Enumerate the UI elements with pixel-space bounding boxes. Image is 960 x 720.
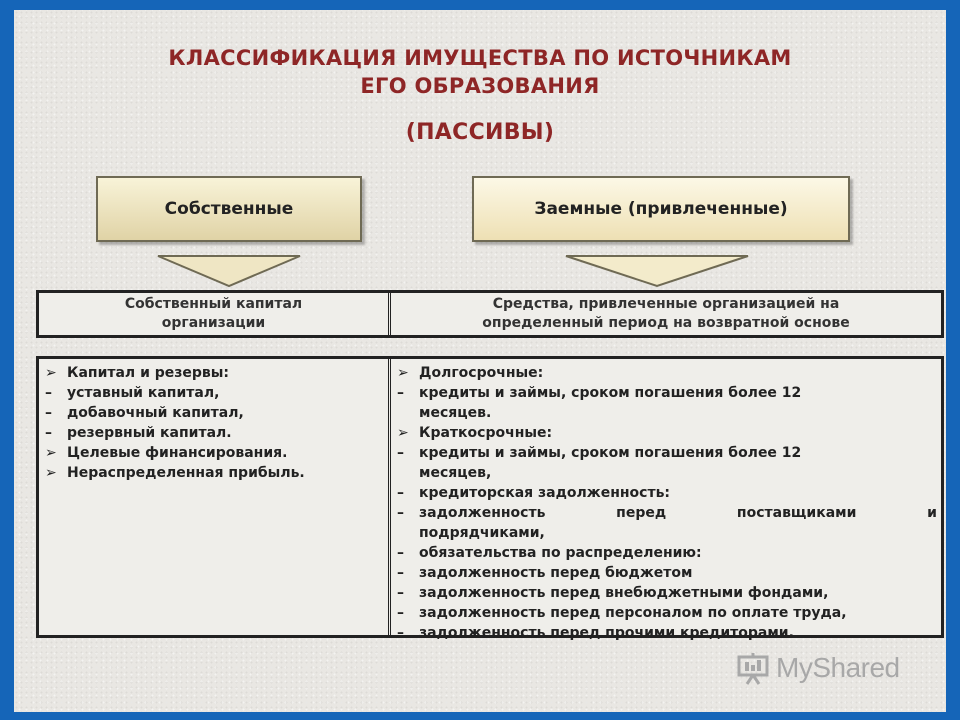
presentation-board-icon — [736, 651, 770, 685]
dash-bullet-icon: – — [397, 485, 404, 501]
list-item: ➢ Долгосрочные: — [397, 365, 544, 381]
header-borrowed-line-1: Средства, привлеченные организацией на — [492, 296, 840, 312]
header-own-cell — [39, 293, 391, 335]
list-item: ➢ Нераспределенная прибыль. — [45, 465, 305, 481]
arrow-down-own — [154, 254, 304, 288]
list-item: ➢ Целевые финансирования. — [45, 445, 288, 461]
list-item: – задолженность перед внебюджетными фондами, — [397, 585, 829, 601]
list-item: – резервный капитал. — [45, 425, 232, 441]
dash-bullet-icon: – — [45, 405, 52, 421]
list-item: – уставный капитал, — [45, 385, 220, 401]
title-line-3: (ПАССИВЫ) — [405, 120, 555, 145]
arrow-down-borrowed — [562, 254, 752, 288]
list-item: – задолженность перед поставщиками и — [397, 505, 937, 521]
list-item: месяцев. — [419, 405, 492, 421]
borrowed-items-list — [391, 359, 941, 641]
dash-bullet-icon: – — [397, 445, 404, 461]
header-own-line-2: организации — [161, 315, 266, 331]
list-item: месяцев, — [419, 465, 492, 481]
dash-bullet-icon: – — [397, 385, 404, 401]
dash-bullet-icon: – — [397, 625, 404, 641]
watermark-text: MyShared — [776, 652, 900, 683]
list-item: – кредиты и займы, сроком погашения более 12 — [397, 445, 802, 461]
content-table — [36, 356, 944, 641]
list-item: – задолженность перед бюджетом — [397, 565, 693, 581]
header-borrowed-line-2: определенный период на возвратной основе — [482, 315, 850, 331]
list-item: ➢ Краткосрочные: — [397, 425, 553, 441]
list-item: – добавочный капитал, — [45, 405, 244, 421]
arrow-bullet-icon: ➢ — [397, 365, 409, 381]
list-item: – кредиторская задолженность: — [397, 485, 671, 501]
title-line-1: КЛАССИФИКАЦИЯ ИМУЩЕСТВА ПО ИСТОЧНИКАМ — [168, 46, 792, 70]
header-own-line-1: Собственный капитал — [124, 296, 303, 312]
dash-bullet-icon: – — [397, 505, 404, 521]
title-line-2: ЕГО ОБРАЗОВАНИЯ — [360, 74, 600, 98]
dash-bullet-icon: – — [45, 425, 52, 441]
list-item: – кредиты и займы, сроком погашения более 12 — [397, 385, 802, 401]
list-item: подрядчиками, — [419, 525, 545, 541]
dash-bullet-icon: – — [397, 545, 404, 561]
list-item: – задолженность перед персоналом по оплате труда, — [397, 605, 847, 621]
header-borrowed-cell — [391, 293, 941, 335]
slide — [14, 10, 946, 712]
header-table — [36, 290, 944, 338]
list-item: ➢ Капитал и резервы: — [45, 365, 230, 381]
category-borrowed-box: Заемные (привлеченные) — [472, 176, 850, 242]
dash-bullet-icon: – — [45, 385, 52, 401]
arrow-bullet-icon: ➢ — [45, 465, 57, 481]
dash-bullet-icon: – — [397, 565, 404, 581]
dash-bullet-icon: – — [397, 605, 404, 621]
category-own-box: Собственные — [96, 176, 362, 242]
watermark — [736, 646, 900, 690]
arrow-bullet-icon: ➢ — [397, 425, 409, 441]
own-items-list — [39, 359, 391, 635]
dash-bullet-icon: – — [397, 585, 404, 601]
arrow-bullet-icon: ➢ — [45, 445, 57, 461]
arrow-bullet-icon: ➢ — [45, 365, 57, 381]
list-item: – задолженность перед прочими кредиторами. — [397, 625, 794, 641]
list-item: – обязательства по распределению: — [397, 545, 702, 561]
